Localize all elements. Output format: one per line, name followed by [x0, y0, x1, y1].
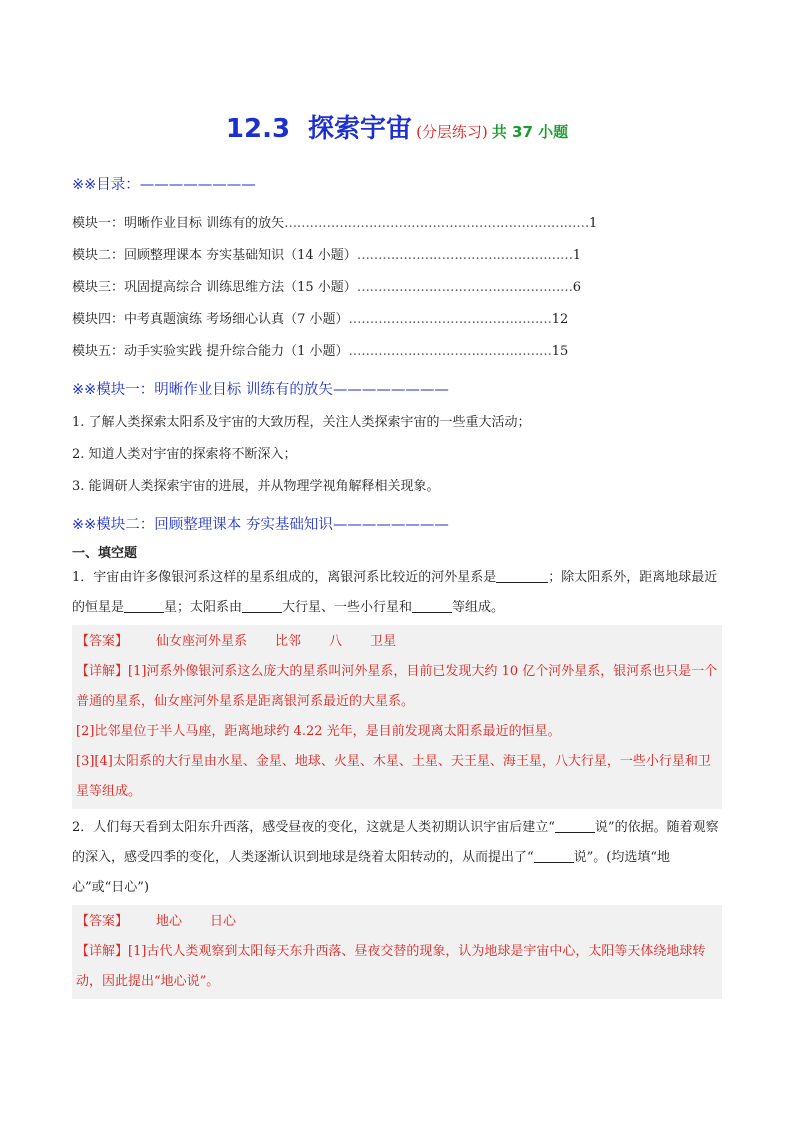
answer-line	[76, 907, 718, 937]
q1-answer-block	[72, 625, 722, 809]
q1-text: 星；太阳系由	[164, 600, 243, 615]
toc-item-label: 模块三：巩固提高综合 训练思维方法（15 小题）	[72, 280, 357, 295]
toc-item-label: 模块二：回顾整理课本 夯实基础知识（14 小题）	[72, 248, 357, 263]
q1-text: 大行星、一些小行星和	[282, 600, 413, 615]
q1-text: 等组成。	[452, 600, 505, 615]
title-count: 共 37 小题	[491, 123, 569, 141]
q2-answer-block	[72, 905, 722, 999]
q2-text: 2．人们每天看到太阳东升西落，感受昼夜的变化，这就是人类初期认识宇宙后建立“	[72, 820, 555, 835]
detail-paragraph: [3][4]太阳系的大行星由水星、金星、地球、火星、木星、土星、天王星、海王星，八大行星，一些小行星和卫星等组成。	[76, 754, 711, 799]
detail-tag: 【详解】	[76, 944, 129, 959]
detail-text: [1]河系外像银河系这么庞大的星系叫河外星系，目前已发现大约 10 亿个河外星系，银河系也只是一个普通的星系，仙女座河外星系是距离银河系最近的大星系。	[76, 664, 718, 709]
q2-text: 说”的依据。随着观察的深入，感受四季的变化，人类逐渐认识到地球是绕着太阳转动的，从而提出了“	[72, 820, 719, 865]
question-type: 一、填空题	[72, 546, 138, 561]
objective-item: 3. 能调研人类探索宇宙的进展，并从物理学视角解释相关现象。	[72, 479, 440, 494]
objective-item: 2. 知道人类对宇宙的探索将不断深入；	[72, 447, 297, 462]
toc-item[interactable]	[72, 336, 722, 368]
title-subtitle: (分层练习)	[416, 123, 488, 141]
toc-item-label: 模块一：明晰作业目标 训练有的放矢	[72, 216, 285, 231]
q1-text: 1．宇宙由许多像银河系这样的星系组成的，离银河系比较近的河外星系是	[72, 570, 497, 585]
answer-blank[interactable]	[242, 598, 282, 613]
toc-item-label: 模块五：动手实验实践 提升综合能力（1 小题）	[72, 344, 349, 359]
title-name: 探索宇宙	[308, 114, 413, 144]
detail-paragraph: [2]比邻星位于半人马座，距离地球约 4.22 光年，是目前发现离太阳系最近的恒星。	[76, 724, 561, 739]
page-title	[72, 108, 722, 145]
toc-item[interactable]	[72, 208, 722, 240]
answer-blank[interactable]	[412, 598, 452, 613]
toc-item-page: 1	[588, 216, 598, 231]
toc-item-dots: …………………………………………	[348, 312, 552, 327]
detail-text: [1]古代人类观察到太阳每天东升西落、昼夜交替的现象，认为地球是宇宙中心，太阳等天体绕地球转动，因此提出“地心说”。	[76, 944, 706, 989]
q1-text: ；除太阳系外，距离地球最近的恒星是	[72, 570, 718, 615]
detail-paragraph	[76, 937, 718, 997]
toc-item-dots: ……………………………………………	[356, 280, 573, 295]
toc-item[interactable]	[72, 272, 722, 304]
answer-tag: 【答案】	[76, 634, 129, 649]
toc-item-dots: ………………………………………………………………	[284, 216, 589, 231]
toc-heading: ※※目录：————————	[72, 177, 256, 193]
answer-value: 八	[329, 634, 343, 649]
module1-heading: ※※模块一：明晰作业目标 训练有的放矢————————	[72, 382, 449, 398]
answer-value: 比邻	[275, 634, 302, 649]
toc-item-page: 6	[572, 280, 581, 295]
detail-paragraph	[76, 657, 718, 717]
answer-value: 仙女座河外星系	[156, 634, 248, 649]
answer-value: 日心	[210, 914, 237, 929]
toc-item[interactable]	[72, 240, 722, 272]
question-1	[72, 563, 722, 623]
toc-item-page: 15	[551, 344, 569, 359]
answer-blank[interactable]	[496, 568, 548, 583]
objective-item: 1. 了解人类探索太阳系及宇宙的大致历程，关注人类探索宇宙的一些重大活动；	[72, 415, 531, 430]
answer-line	[76, 627, 718, 657]
module2-heading: ※※模块二：回顾整理课本 夯实基础知识————————	[72, 517, 449, 533]
toc-list	[72, 208, 722, 368]
answer-blank[interactable]	[555, 818, 595, 833]
document-page	[72, 108, 722, 1003]
toc-item-dots: ……………………………………………	[356, 248, 573, 263]
answer-blank[interactable]	[124, 598, 164, 613]
toc-item-page: 1	[572, 248, 581, 263]
question-2	[72, 813, 722, 903]
answer-value: 卫星	[370, 634, 397, 649]
answer-value: 地心	[156, 914, 183, 929]
toc-item[interactable]	[72, 304, 722, 336]
toc-item-dots: …………………………………………	[348, 344, 552, 359]
toc-item-page: 12	[551, 312, 569, 327]
title-number: 12.3	[225, 114, 291, 144]
q2-text: 说”。(均选填“地心”或“日心”)	[72, 850, 671, 895]
detail-tag: 【详解】	[76, 664, 129, 679]
toc-item-label: 模块四：中考真题演练 考场细心认真（7 小题）	[72, 312, 349, 327]
answer-tag: 【答案】	[76, 914, 129, 929]
answer-blank[interactable]	[534, 848, 574, 863]
